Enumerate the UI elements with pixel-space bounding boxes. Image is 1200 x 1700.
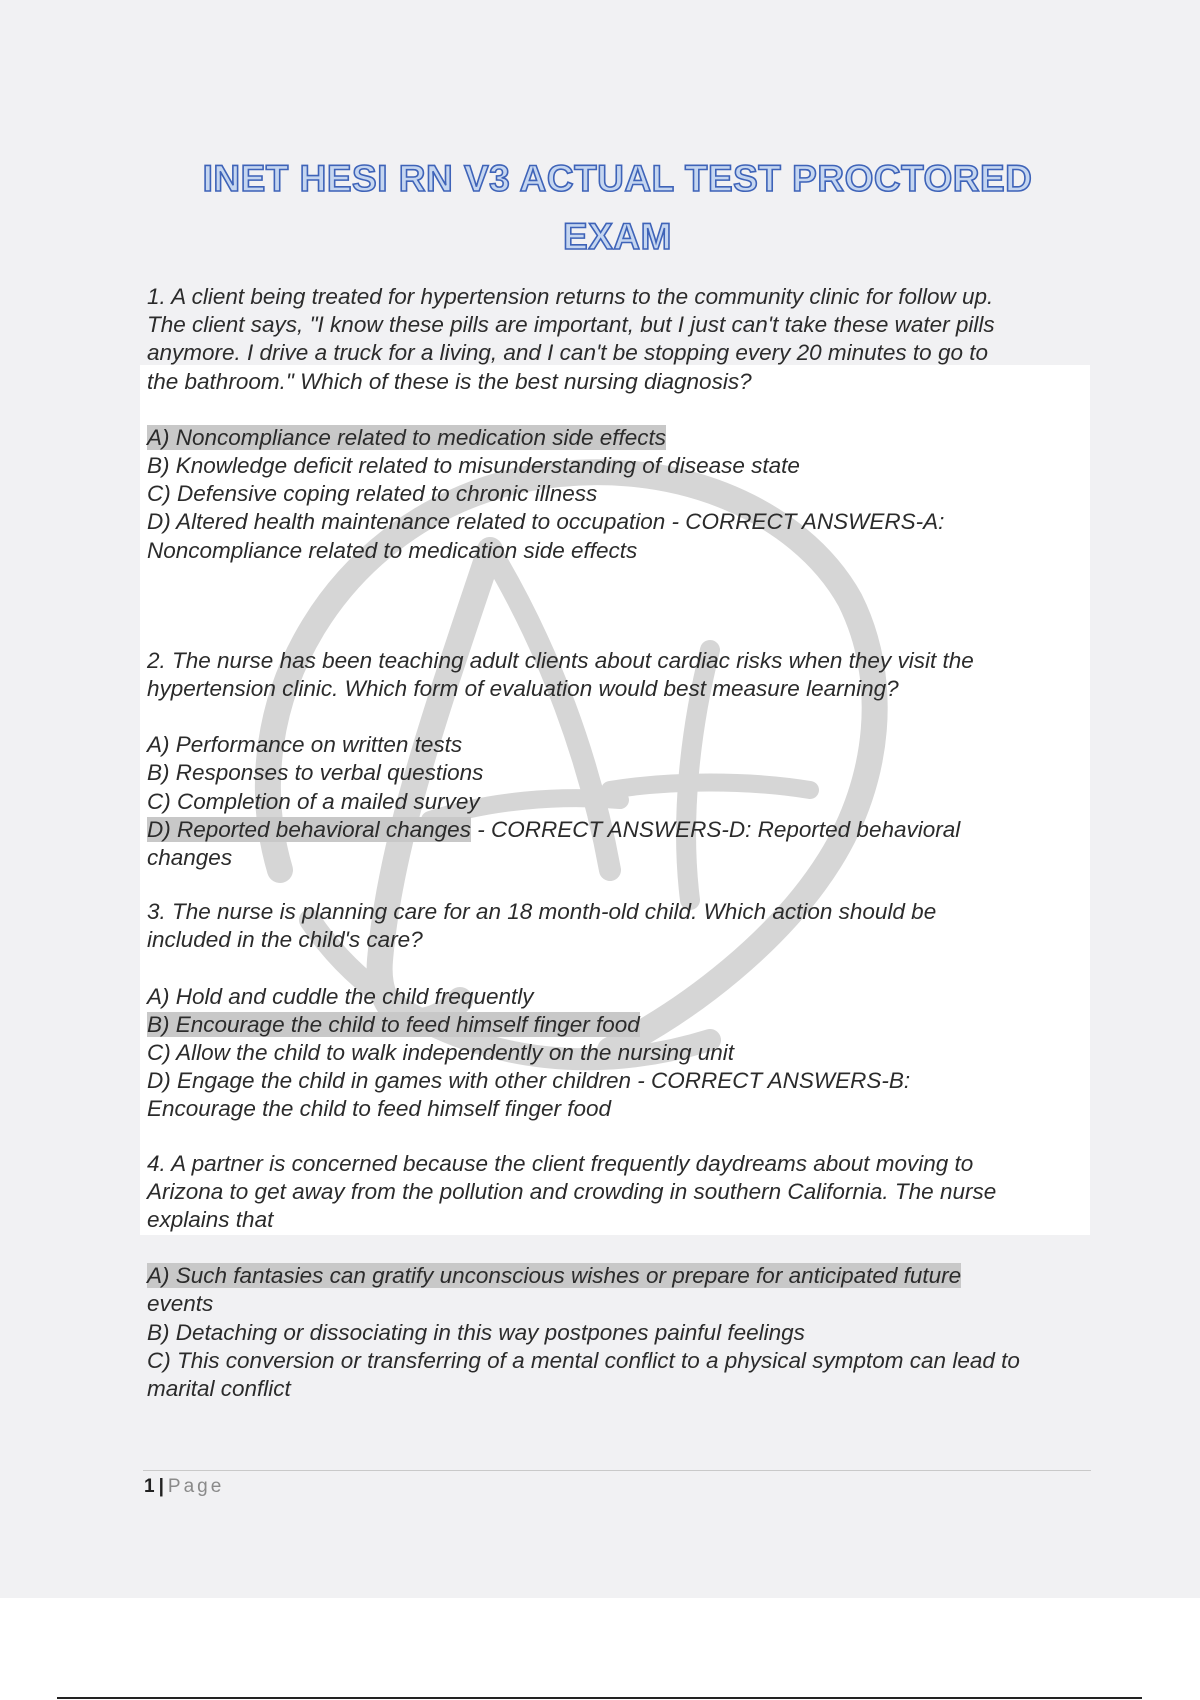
- stem-line: anymore. I drive a truck for a living, and I can't be stopping every 20 minutes to go to: [147, 340, 988, 366]
- highlighted-answer: D) Reported behavioral changes: [147, 816, 471, 842]
- option-b: B) Responses to verbal questions: [147, 760, 484, 786]
- question-3: [147, 898, 1095, 1123]
- correct-answer-text: Encourage the child to feed himself finger food: [147, 1096, 612, 1122]
- question-2: [147, 647, 1095, 872]
- correct-answer-text: - CORRECT ANSWERS-D: Reported behavioral: [470, 816, 961, 842]
- option-c: C) Allow the child to walk independently on the nursing unit: [147, 1040, 735, 1066]
- stem-line: the bathroom." Which of these is the best nursing diagnosis?: [147, 368, 752, 394]
- option-a: [147, 1262, 1095, 1290]
- question-1-options: [147, 424, 1095, 565]
- option-c: C) Completion of a mailed survey: [147, 788, 480, 814]
- question-4: [147, 1150, 1095, 1404]
- stem-line: hypertension clinic. Which form of evaluation would best measure learning?: [147, 676, 899, 702]
- option-a: A) Hold and cuddle the child frequently: [147, 983, 534, 1009]
- stem-line: 2. The nurse has been teaching adult clients about cardiac risks when they visit the: [147, 647, 974, 673]
- stem-line: 3. The nurse is planning care for an 18 month-old child. Which action should be: [147, 899, 937, 925]
- page-label: Page: [167, 1476, 225, 1497]
- option-d: D) Altered health maintenance related to occupation - CORRECT ANSWERS-A:: [147, 509, 945, 535]
- question-3-stem: [147, 898, 1095, 954]
- stem-line: Arizona to get away from the pollution and crowding in southern California. The nurse: [147, 1178, 997, 1204]
- question-3-options: [147, 983, 1095, 1124]
- option-b: B) Detaching or dissociating in this way postpones painful feelings: [147, 1319, 805, 1345]
- stem-line: 1. A client being treated for hypertension returns to the community clinic for follow up.: [147, 284, 994, 309]
- footer-divider: [143, 1470, 1091, 1471]
- stem-line: explains that: [147, 1207, 274, 1233]
- option-a: [147, 424, 1095, 452]
- title-line-1: INET HESI RN V3 ACTUAL TEST PROCTORED: [202, 158, 1033, 199]
- option-a-continued: events: [147, 1291, 214, 1317]
- question-1-stem: [147, 283, 1095, 396]
- highlighted-answer: A) Noncompliance related to medication side effects: [147, 424, 667, 450]
- option-b: [147, 1011, 1095, 1039]
- correct-answer-text: changes: [147, 845, 233, 871]
- title-line-2: EXAM: [563, 216, 672, 257]
- option-b: B) Knowledge deficit related to misunderstanding of disease state: [147, 453, 800, 479]
- highlighted-answer: A) Such fantasies can gratify unconscious wishes or prepare for anticipated future: [147, 1263, 962, 1289]
- question-2-options: [147, 731, 1095, 872]
- footer-separator: |: [158, 1476, 164, 1497]
- question-2-stem: [147, 647, 1095, 703]
- option-c: C) Defensive coping related to chronic illness: [147, 481, 598, 507]
- option-c-continued: marital conflict: [147, 1376, 291, 1402]
- option-d: D) Engage the child in games with other children - CORRECT ANSWERS-B:: [147, 1068, 911, 1094]
- question-list: [147, 283, 1095, 1429]
- option-c: C) This conversion or transferring of a mental conflict to a physical symptom can lead to: [147, 1347, 1020, 1373]
- option-a: A) Performance on written tests: [147, 732, 463, 758]
- stem-line: The client says, "I know these pills are important, but I just can't take these water pills: [147, 312, 995, 338]
- page-number: 1: [144, 1476, 155, 1497]
- question-1: [147, 283, 1095, 565]
- highlighted-answer: B) Encourage the child to feed himself finger food: [147, 1011, 640, 1037]
- question-4-stem: [147, 1150, 1095, 1235]
- stem-line: included in the child's care?: [147, 927, 423, 953]
- page-footer: [144, 1476, 224, 1498]
- stem-line: 4. A partner is concerned because the client frequently daydreams about moving to: [147, 1150, 974, 1176]
- correct-answer-text: Noncompliance related to medication side effects: [147, 537, 638, 563]
- option-d: [147, 816, 1095, 844]
- document-title: [140, 150, 1095, 266]
- question-4-options: [147, 1262, 1095, 1403]
- bottom-divider: [57, 1697, 1142, 1699]
